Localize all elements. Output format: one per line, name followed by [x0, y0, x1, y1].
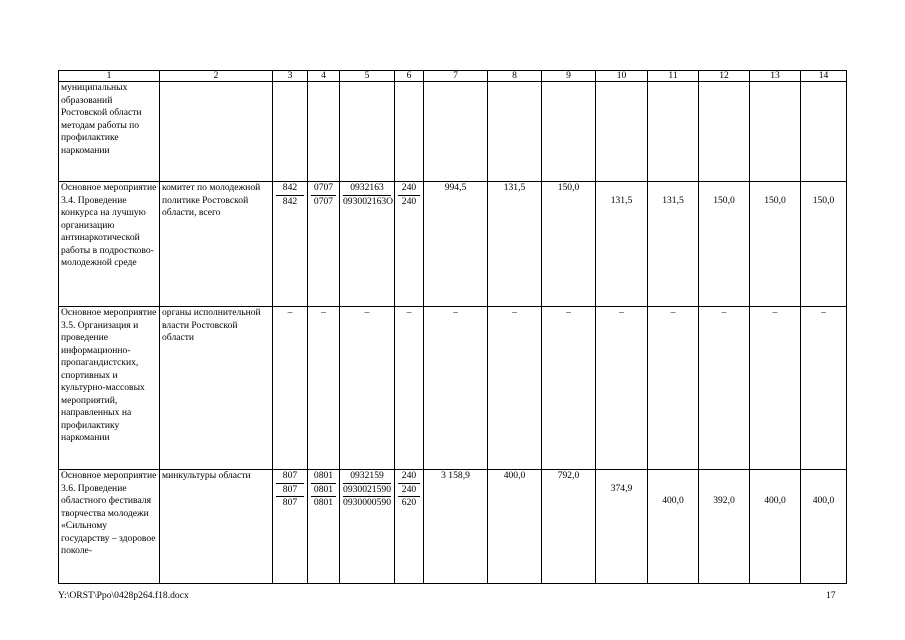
row-3-year-col9: 792,0 [542, 470, 596, 584]
header-cell: 1 [59, 71, 160, 82]
row-1-year-col9: 150,0 [542, 182, 596, 307]
row-3-year-col12 [699, 470, 750, 584]
rzpr-value: 0801 [313, 497, 334, 508]
row-1-csr [340, 182, 395, 307]
row-3-year-col10 [596, 470, 648, 584]
csr-value: 0930000590 [343, 497, 391, 508]
table-header-row [59, 71, 847, 82]
dash-cell: – [648, 307, 699, 470]
row-1-year-col14 [801, 182, 847, 307]
grbs-value: 842 [282, 195, 298, 207]
row-1-year-col13 [750, 182, 801, 307]
row-3-activity: Основное мероприятие 3.6. Проведение областного фестиваля творчества молодежи «Сильному государству – здоровое поколе- [59, 470, 160, 584]
header-cell: 7 [424, 71, 488, 82]
row-3-rzpr [308, 470, 340, 584]
rzpr-value: 0707 [311, 182, 336, 196]
header-cell: 2 [160, 71, 273, 82]
dash-cell: – [801, 307, 847, 470]
budget-table [58, 70, 847, 584]
table-row [59, 470, 847, 584]
empty-cell [648, 82, 699, 182]
row-1-rzpr [308, 182, 340, 307]
csr-value: 093002163О [343, 195, 394, 207]
row-3-vr [395, 470, 424, 584]
empty-cell [424, 82, 488, 182]
value: 392,0 [713, 495, 735, 506]
dash-cell: – [488, 307, 542, 470]
row-2-executor: органы исполнительной власти Ростовской области [160, 307, 273, 470]
rzpr-value: 0801 [311, 484, 336, 498]
header-cell: 12 [699, 71, 750, 82]
dash-cell: – [273, 307, 308, 470]
table-row [59, 82, 847, 182]
empty-cell [596, 82, 648, 182]
empty-cell [699, 82, 750, 182]
empty-cell [395, 82, 424, 182]
row-3-total: 3 158,9 [424, 470, 488, 584]
value: 400,0 [764, 495, 786, 506]
csr-value: 0930021590 [343, 484, 391, 498]
table-row [59, 307, 847, 470]
dash-cell: – [542, 307, 596, 470]
row-3-year-col14 [801, 470, 847, 584]
empty-cell [488, 82, 542, 182]
csr-value: 0932163 [343, 182, 391, 196]
header-cell: 8 [488, 71, 542, 82]
header-cell: 6 [395, 71, 424, 82]
row-1-executor: комитет по молодежной политике Ростовской области, всего [160, 182, 273, 307]
value: 150,0 [713, 194, 735, 206]
vr-value: 240 [401, 195, 417, 207]
header-cell: 9 [542, 71, 596, 82]
dash-cell: – [424, 307, 488, 470]
header-cell: 13 [750, 71, 801, 82]
rzpr-value: 0801 [311, 470, 336, 484]
value: 131,5 [662, 194, 684, 206]
row-1-activity: Основное мероприятие 3.4. Проведение конкурса на лучшую организацию антинаркотической работы в подростково-молодежной среде [59, 182, 160, 307]
dash-cell: – [308, 307, 340, 470]
grbs-value: 807 [282, 497, 298, 508]
vr-value: 240 [398, 470, 420, 484]
grbs-value: 807 [276, 484, 304, 498]
header-cell: 3 [273, 71, 308, 82]
header-cell: 11 [648, 71, 699, 82]
footer-file-path: Y:\ORST\Ppo\0428p264.f18.docx [58, 590, 189, 601]
empty-cell [340, 82, 395, 182]
empty-cell [750, 82, 801, 182]
row-1-year-col11 [648, 182, 699, 307]
header-cell: 14 [801, 71, 847, 82]
row-3-year-col8: 400,0 [488, 470, 542, 584]
row-1-year-col8: 131,5 [488, 182, 542, 307]
value: 131,5 [610, 194, 633, 206]
empty-cell [308, 82, 340, 182]
empty-cell [542, 82, 596, 182]
header-cell: 10 [596, 71, 648, 82]
row-2-activity: Основное мероприятие 3.5. Организация и проведение информационно-пропагандистских, спортивных и культурно-массовых мероприятий, направленных на профилактику наркомании [59, 307, 160, 470]
table-row [59, 182, 847, 307]
row-1-total: 994,5 [424, 182, 488, 307]
empty-cell [273, 82, 308, 182]
dash-cell: – [596, 307, 648, 470]
row-1-vr [395, 182, 424, 307]
row-3-year-col11 [648, 470, 699, 584]
row-3-year-col13 [750, 470, 801, 584]
row-3-executor: минкультуры области [160, 470, 273, 584]
row-1-grbs [273, 182, 308, 307]
header-cell: 4 [308, 71, 340, 82]
row-3-grbs [273, 470, 308, 584]
empty-cell [160, 82, 273, 182]
page-number: 17 [826, 590, 836, 601]
row-0-activity: муниципальных образований Ростовской области методам работы по профилактике наркомании [59, 82, 160, 182]
grbs-value: 807 [276, 470, 304, 484]
dash-cell: – [340, 307, 395, 470]
csr-value: 0932159 [343, 470, 391, 484]
value: 400,0 [812, 495, 835, 506]
row-3-csr [340, 470, 395, 584]
vr-value: 620 [401, 497, 417, 508]
vr-value: 240 [398, 484, 420, 498]
rzpr-value: 0707 [313, 195, 334, 207]
dash-cell: – [395, 307, 424, 470]
row-1-year-col12 [699, 182, 750, 307]
value: 374,9 [610, 482, 633, 494]
value: 150,0 [764, 194, 786, 206]
empty-cell [801, 82, 847, 182]
dash-cell: – [699, 307, 750, 470]
dash-cell: – [750, 307, 801, 470]
value: 150,0 [812, 194, 835, 206]
value: 400,0 [662, 495, 684, 506]
vr-value: 240 [398, 182, 420, 196]
grbs-value: 842 [276, 182, 304, 196]
header-cell: 5 [340, 71, 395, 82]
row-1-year-col10 [596, 182, 648, 307]
